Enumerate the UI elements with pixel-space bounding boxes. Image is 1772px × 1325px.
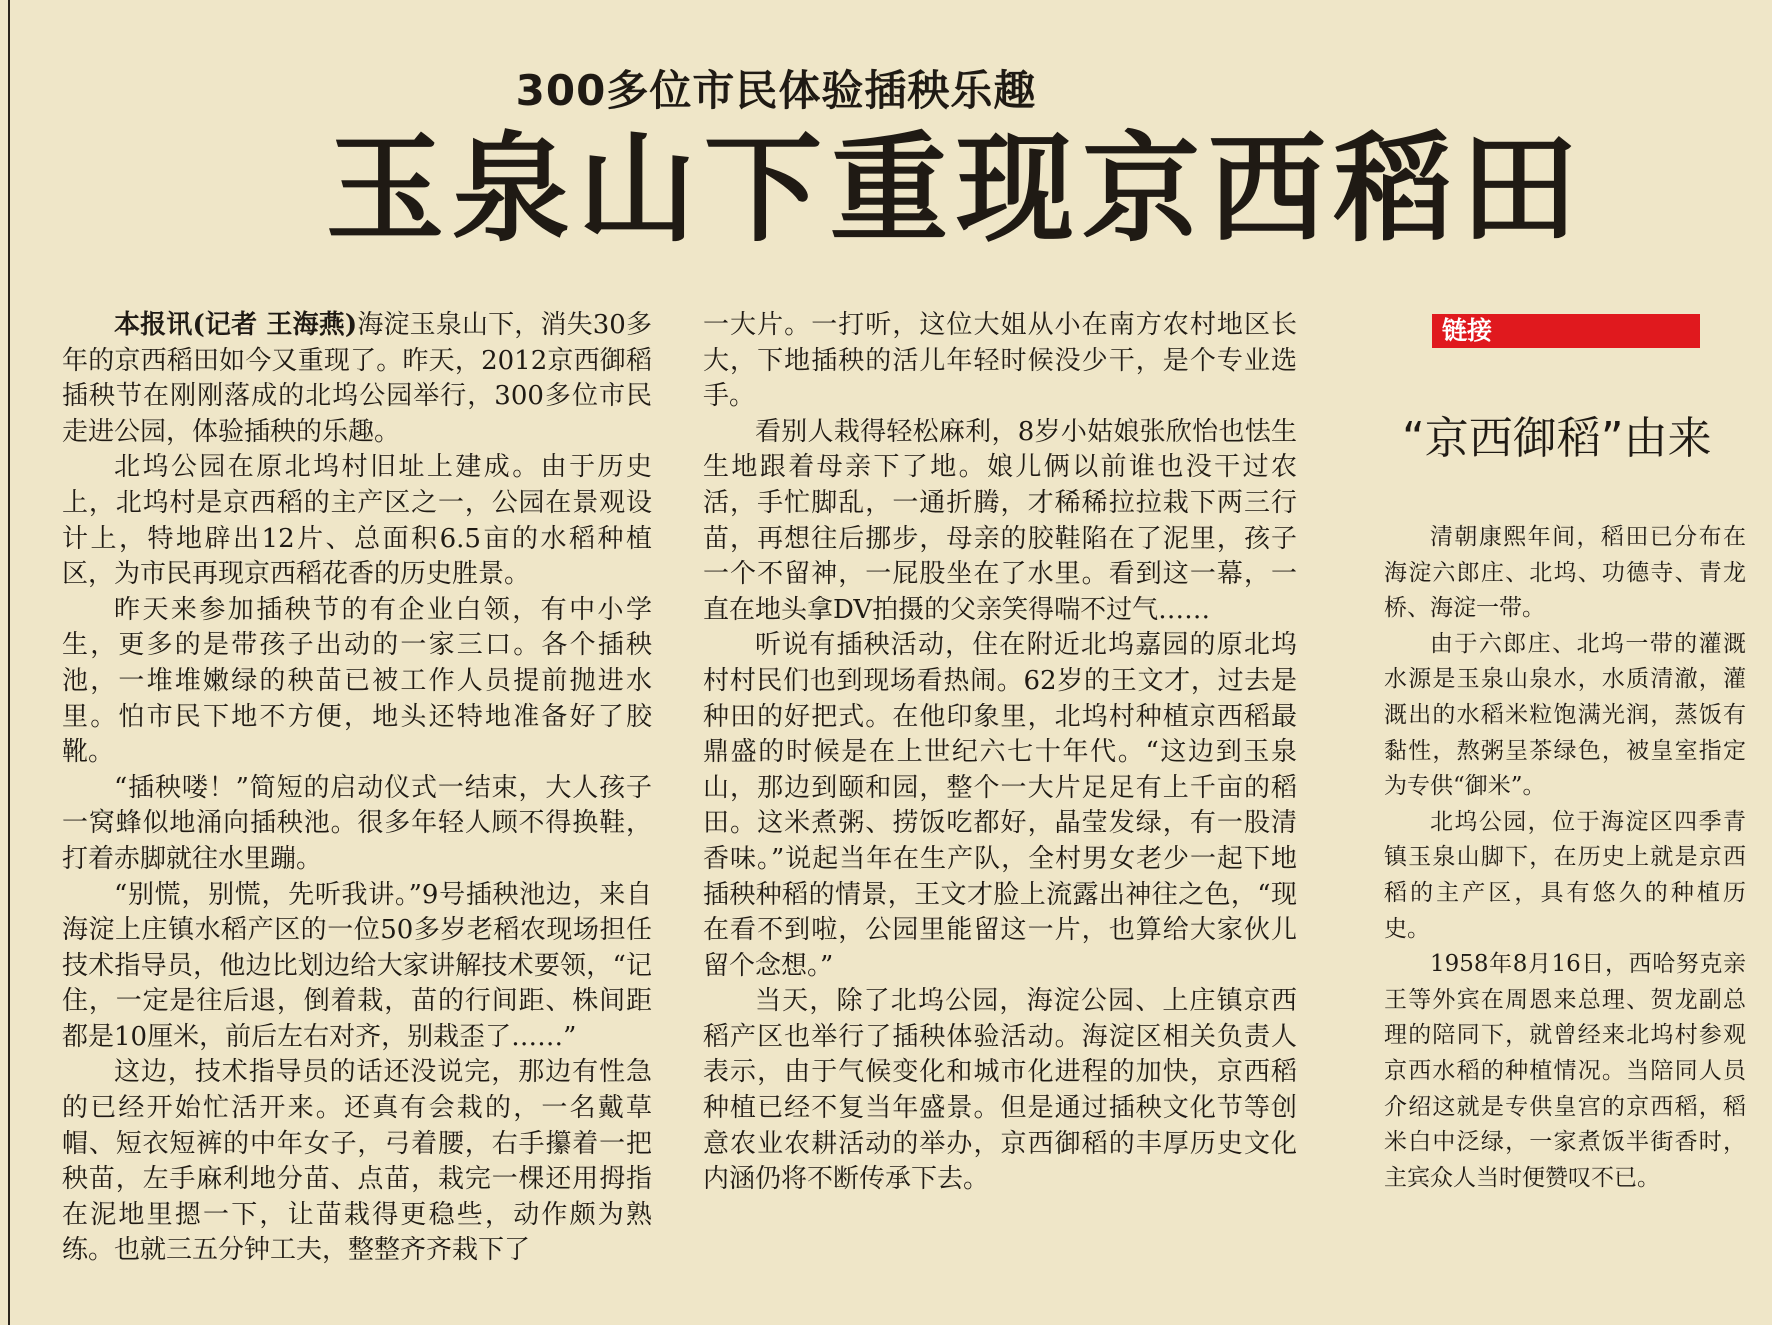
sidebar-paragraph: 北坞公园，位于海淀区四季青镇玉泉山脚下，在历史上就是京西稻的主产区，具有悠久的种植历史。 <box>1384 808 1746 942</box>
article-paragraph: 北坞公园在原北坞村旧址上建成。由于历史上，北坞村是京西稻的主产区之一，公园在景观设计上，特地辟出12片、总面积6.5亩的水稻种植区，为市民再现京西稻花香的历史胜景。 <box>62 452 652 590</box>
article-subtitle: 300多位市民体验插秧乐趣 <box>515 66 1037 115</box>
lead-text: 海淀玉泉山下，消失30多年的京西稻田如今又重现了。昨天，2012京西御稻插秧节在刚刚落成的北坞公园举行，300多位市民走进公园，体验插秧的乐趣。 <box>62 310 652 447</box>
sidebar-paragraph: 1958年8月16日，西哈努克亲王等外宾在周恩来总理、贺龙副总理的陪同下，就曾经来北坞村参观京西水稻的种植情况。当陪同人员介绍这就是专供皇宫的京西稻，稻米白中泛绿，一家煮饭半街香时，主宾众人当时便赞叹不已。 <box>1384 951 1746 1191</box>
article-column-2 <box>703 308 1297 1198</box>
sidebar-paragraph: 由于六郎庄、北坞一带的灌溉水源是玉泉山泉水，水质清澈，灌溉出的水稻米粒饱满光润，蒸饭有黏性，熬粥呈茶绿色，被皇室指定为专供“御米”。 <box>1384 630 1746 800</box>
article-headline: 玉泉山下重现京西稻田 <box>326 119 1587 258</box>
byline: 本报讯(记者 王海燕) <box>114 310 358 340</box>
article-paragraph: 看别人栽得轻松麻利，8岁小姑娘张欣怡也怯生生地跟着母亲下了地。娘儿俩以前谁也没干过农活，手忙脚乱，一通折腾，才稀稀拉拉栽下两三行苗，再想往后挪步，母亲的胶鞋陷在了泥里，孩子一个不留神，一屁股坐在了水里。看到这一幕，一直在地头拿DV拍摄的父亲笑得喘不过气…… <box>703 416 1297 625</box>
page-left-rule <box>8 0 10 1325</box>
article-paragraph: “别慌，别慌，先听我讲。”9号插秧池边，来自海淀上庄镇水稻产区的一位50多岁老稻农现场担任技术指导员，他边比划边给大家讲解技术要领，“记住，一定是往后退，倒着栽，苗的行间距、株间距都是10厘米，前后左右对齐，别栽歪了……” <box>62 879 652 1052</box>
article-paragraph-continued: 一大片。一打听，这位大姐从小在南方农村地区长大，下地插秧的活儿年轻时候没少干，是个专业选手。 <box>703 310 1297 412</box>
article-paragraph: 昨天来参加插秧节的有企业白领，有中小学生，更多的是带孩子出动的一家三口。各个插秧池，一堆堆嫩绿的秧苗已被工作人员提前抛进水里。怕市民下地不方便，地头还特地准备好了胶靴。 <box>62 594 652 768</box>
sidebar-title: “京西御稻”由来 <box>1402 413 1712 464</box>
article-paragraph: 当天，除了北坞公园，海淀公园、上庄镇京西稻产区也举行了插秧体验活动。海淀区相关负责人表示，由于气候变化和城市化进程的加快，京西稻种植已经不复当年盛景。但是通过插秧文化节等创意农业农耕活动的举办，京西御稻的丰厚历史文化内涵仍将不断传承下去。 <box>703 986 1297 1195</box>
sidebar-paragraph: 清朝康熙年间，稻田已分布在海淀六郎庄、北坞、功德寺、青龙桥、海淀一带。 <box>1384 524 1746 622</box>
article-paragraph: “插秧喽！”简短的启动仪式一结束，大人孩子一窝蜂似地涌向插秧池。很多年轻人顾不得换鞋，打着赤脚就往水里蹦。 <box>62 772 652 874</box>
sidebar-column <box>1384 520 1746 1196</box>
link-badge: 链接 <box>1432 314 1700 348</box>
article-column-1 <box>62 308 652 1269</box>
article-paragraph <box>62 308 652 450</box>
article-paragraph: 这边，技术指导员的话还没说完，那边有性急的已经开始忙活开来。还真有会栽的，一名戴草帽、短衣短裤的中年女子，弓着腰，右手攥着一把秧苗，左手麻利地分苗、点苗，栽完一棵还用拇指在泥地里摁一下，让苗栽得更稳些，动作颇为熟练。也就三五分钟工夫，整整齐齐栽下了 <box>62 1057 652 1266</box>
article-paragraph: 听说有插秧活动，住在附近北坞嘉园的原北坞村村民们也到现场看热闹。62岁的王文才，过去是种田的好把式。在他印象里，北坞村种植京西稻最鼎盛的时候是在上世纪六七十年代。“这边到玉泉山，那边到颐和园，整个一大片足足有上千亩的稻田。这米煮粥、捞饭吃都好，晶莹发绿，有一股清香味。”说起当年在生产队，全村男女老少一起下地插秧种稻的情景，王文才脸上流露出神往之色，“现在看不到啦，公园里能留这一片，也算给大家伙儿留个念想。” <box>703 630 1297 981</box>
